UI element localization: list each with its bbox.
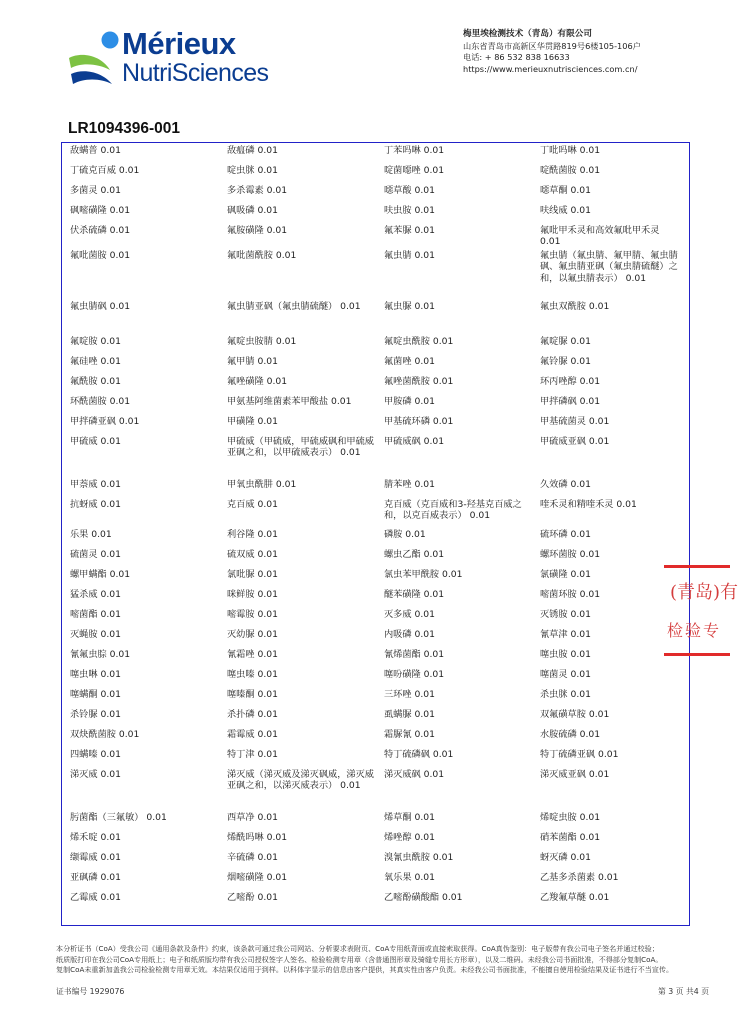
disclaimer-line: 本分析证书（CoA）受我公司《通用条款及条件》约束，该条款可通过我公司网站、分析要求表附页、CoA专用纸背面或直接索取获得。CoA真伪鉴别：电子版带有我公司电子签名并通过校验； [56, 944, 659, 953]
table-cell: 啶酰菌胺 0.01 [540, 165, 601, 176]
table-cell: 甲硫威 0.01 [70, 436, 121, 447]
table-row [70, 589, 686, 609]
table-cell: 甲氧虫酰肼 0.01 [227, 479, 297, 490]
table-cell: 氰烯菌酯 0.01 [384, 649, 445, 660]
logo-brand-line1: Mérieux [122, 26, 236, 61]
table-cell: 杀扑磷 0.01 [227, 709, 278, 720]
table-cell: 溴氰虫酰胺 0.01 [384, 852, 454, 863]
table-cell: 利谷隆 0.01 [227, 529, 278, 540]
table-cell: 噻嗪酮 0.01 [227, 689, 278, 700]
table-cell: 氟吡菌胺 0.01 [70, 250, 131, 261]
table-cell: 螺虫乙酯 0.01 [384, 549, 445, 560]
table-cell: 氟苯脲 0.01 [384, 225, 435, 236]
table-cell: 乙嘧酚 0.01 [227, 892, 278, 903]
company-website[interactable]: https://www.merieuxnutrisciences.com.cn/ [463, 63, 638, 74]
table-cell: 甲胺磷 0.01 [384, 396, 435, 407]
table-cell: 甲磺隆 0.01 [227, 416, 278, 427]
table-cell: 敌瘟磷 0.01 [227, 145, 278, 156]
table-row [70, 749, 686, 769]
table-cell: 烯酰吗啉 0.01 [227, 832, 288, 843]
company-logo [66, 26, 269, 90]
table-row [70, 872, 686, 892]
table-cell: 灭多威 0.01 [384, 609, 435, 620]
table-row [70, 165, 686, 185]
table-cell: 氟虫双酰胺 0.01 [540, 301, 610, 312]
stamp-top-bar [664, 565, 730, 568]
table-cell: 缬霉威 0.01 [70, 852, 121, 863]
table-cell: 涕灭威砜 0.01 [384, 769, 445, 780]
table-cell: 呋线威 0.01 [540, 205, 591, 216]
table-cell: 肟菌酯（三氟敏） 0.01 [70, 812, 167, 823]
table-row [70, 479, 686, 499]
table-cell: 氟铃脲 0.01 [540, 356, 591, 367]
table-cell: 烯唑醇 0.01 [384, 832, 435, 843]
disclaimer-line: 复制CoA未重新加盖我公司检验检测专用章无效。本结果仅适用于到样。以科体字显示的信息由客户提供，其真实性由客户负责。未经我公司书面批准，不能擅自使用检验结果及证书进行不当宣传。 [56, 965, 674, 975]
logo-mark-icon [66, 30, 128, 88]
table-cell: 氟菌唑 0.01 [384, 356, 435, 367]
table-row [70, 356, 686, 376]
table-cell: 甲硫威（甲硫威，甲硫威砜和甲硫威亚砜之和，以甲硫威表示） 0.01 [227, 436, 374, 459]
table-cell: 螺甲螨酯 0.01 [70, 569, 131, 580]
table-cell: 烯禾啶 0.01 [70, 832, 121, 843]
table-cell: 伏杀硫磷 0.01 [70, 225, 131, 236]
table-cell: 氧乐果 0.01 [384, 872, 435, 883]
table-row [70, 529, 686, 549]
table-cell: 蚜灭磷 0.01 [540, 852, 591, 863]
table-cell: 敌螨普 0.01 [70, 145, 121, 156]
table-cell: 氟啶胺 0.01 [70, 336, 121, 347]
table-cell: 噻虫胺 0.01 [540, 649, 591, 660]
table-cell: 丁苯吗啉 0.01 [384, 145, 445, 156]
table-cell: 虱螨脲 0.01 [384, 709, 435, 720]
table-cell: 腈苯唑 0.01 [384, 479, 435, 490]
table-cell: 涕灭威 0.01 [70, 769, 121, 780]
table-cell: 杀铃脲 0.01 [70, 709, 121, 720]
table-cell: 氟虫腈砜 0.01 [70, 301, 131, 312]
table-cell: 咪鲜胺 0.01 [227, 589, 278, 600]
table-cell: 氰草津 0.01 [540, 629, 591, 640]
table-cell: 特丁硫磷亚砜 0.01 [540, 749, 619, 760]
table-cell: 噁草酮 0.01 [540, 185, 591, 196]
table-cell: 氯磺隆 0.01 [540, 569, 591, 580]
table-cell: 氟胺磺隆 0.01 [227, 225, 288, 236]
table-row [70, 396, 686, 416]
table-row [70, 499, 686, 529]
table-cell: 氟唑磺隆 0.01 [227, 376, 288, 387]
table-cell: 环丙唑醇 0.01 [540, 376, 601, 387]
table-cell: 水胺硫磷 0.01 [540, 729, 601, 740]
table-cell: 氟啶虫胺腈 0.01 [227, 336, 297, 347]
company-address: 山东省青岛市高新区华贯路819号6楼105-106户 [463, 40, 641, 51]
table-cell: 氟吡菌酰胺 0.01 [227, 250, 297, 261]
disclaimer-line: 纸质版打印在我公司CoA专用纸上；电子和纸质版均带有我公司授权签字人签名、检验检测专用章（含普通图形章及骑缝专用长方形章），以及二维码。未经我公司书面批准，不得部分复制CoA。 [56, 954, 663, 964]
company-info [463, 29, 641, 75]
table-cell: 氟虫腈亚砜（氟虫腈硫醚） 0.01 [227, 301, 361, 312]
table-cell: 硫环磷 0.01 [540, 529, 591, 540]
table-cell: 双炔酰菌胺 0.01 [70, 729, 140, 740]
table-row [70, 689, 686, 709]
table-cell: 磷胺 0.01 [384, 529, 426, 540]
table-cell: 烟嘧磺隆 0.01 [227, 872, 288, 883]
table-cell: 噻螨酮 0.01 [70, 689, 121, 700]
table-cell: 双氟磺草胺 0.01 [540, 709, 610, 720]
table-cell: 氯虫苯甲酰胺 0.01 [384, 569, 463, 580]
table-cell: 啶菌噁唑 0.01 [384, 165, 445, 176]
table-cell: 特丁津 0.01 [227, 749, 278, 760]
table-cell: 乙羧氟草醚 0.01 [540, 892, 610, 903]
table-cell: 氟甲腈 0.01 [227, 356, 278, 367]
table-cell: 噁草酸 0.01 [384, 185, 435, 196]
table-cell: 嘧菌酯 0.01 [70, 609, 121, 620]
table-cell: 砜嘧磺隆 0.01 [70, 205, 131, 216]
table-cell: 三环唑 0.01 [384, 689, 435, 700]
table-cell: 甲拌磷砜 0.01 [540, 396, 601, 407]
table-cell: 甲拌磷亚砜 0.01 [70, 416, 140, 427]
table-cell: 硫菌灵 0.01 [70, 549, 121, 560]
table-cell: 乐果 0.01 [70, 529, 112, 540]
table-cell: 氟吡甲禾灵和高效氟吡甲禾灵 0.01 [540, 225, 660, 248]
stamp-text-line2: 检验专 [667, 621, 722, 640]
table-row [70, 185, 686, 205]
table-cell: 烯啶虫胺 0.01 [540, 812, 601, 823]
table-cell: 氟虫脲 0.01 [384, 301, 435, 312]
table-cell: 甲萘威 0.01 [70, 479, 121, 490]
table-row [70, 729, 686, 749]
table-cell: 灭蝇胺 0.01 [70, 629, 121, 640]
table-cell: 特丁硫磷砜 0.01 [384, 749, 454, 760]
footer-disclaimer [56, 944, 716, 976]
table-cell: 甲基硫环磷 0.01 [384, 416, 454, 427]
table-cell: 甲氨基阿维菌素苯甲酸盐 0.01 [227, 396, 352, 407]
table-cell: 乙基多杀菌素 0.01 [540, 872, 619, 883]
table-cell: 丁硫克百威 0.01 [70, 165, 140, 176]
stamp-bottom-bar [664, 653, 730, 656]
seal-stamp-fragment [664, 565, 738, 659]
table-cell: 乙嘧酚磺酸酯 0.01 [384, 892, 463, 903]
table-cell: 甲基硫菌灵 0.01 [540, 416, 610, 427]
table-cell: 嘧霉胺 0.01 [227, 609, 278, 620]
table-cell: 杀虫脒 0.01 [540, 689, 591, 700]
table-cell: 氟唑菌酰胺 0.01 [384, 376, 454, 387]
table-cell: 甲硫威亚砜 0.01 [540, 436, 610, 447]
table-cell: 硫双威 0.01 [227, 549, 278, 560]
table-cell: 噻吩磺隆 0.01 [384, 669, 445, 680]
table-cell: 啶虫脒 0.01 [227, 165, 278, 176]
table-cell: 克百威（克百威和3-羟基克百威之和，以克百威表示） 0.01 [384, 499, 522, 522]
results-table [70, 145, 686, 912]
table-cell: 噻虫嗪 0.01 [227, 669, 278, 680]
table-cell: 乙霉威 0.01 [70, 892, 121, 903]
table-row [70, 225, 686, 250]
table-cell: 噻菌灵 0.01 [540, 669, 591, 680]
company-phone: 电话: + 86 532 838 16633 [463, 52, 570, 62]
table-cell: 喹禾灵和精喹禾灵 0.01 [540, 499, 637, 510]
table-row [70, 376, 686, 396]
table-cell: 久效磷 0.01 [540, 479, 591, 490]
logo-brand-line2: NutriSciences [122, 59, 269, 87]
table-cell: 氰氟虫腙 0.01 [70, 649, 131, 660]
stamp-text-line1: (青岛)有 [670, 582, 738, 603]
table-cell: 氟啶脲 0.01 [540, 336, 591, 347]
company-name: 梅里埃检测技术（青岛）有限公司 [463, 29, 592, 39]
table-cell: 抗蚜威 0.01 [70, 499, 121, 510]
table-cell: 甲硫威砜 0.01 [384, 436, 445, 447]
table-cell: 氟啶虫酰胺 0.01 [384, 336, 454, 347]
table-row [70, 436, 686, 479]
table-row [70, 629, 686, 649]
table-row [70, 709, 686, 729]
table-cell: 螺环菌胺 0.01 [540, 549, 601, 560]
table-cell: 灭幼脲 0.01 [227, 629, 278, 640]
table-row [70, 769, 686, 812]
table-row [70, 812, 686, 832]
table-cell: 硝苯菌酯 0.01 [540, 832, 601, 843]
table-row [70, 649, 686, 669]
table-row [70, 569, 686, 589]
table-cell: 嘧菌环胺 0.01 [540, 589, 601, 600]
table-cell: 丁吡吗啉 0.01 [540, 145, 601, 156]
table-cell: 环酰菌胺 0.01 [70, 396, 131, 407]
table-row [70, 205, 686, 225]
table-cell: 砜吸磷 0.01 [227, 205, 278, 216]
table-cell: 灭锈胺 0.01 [540, 609, 591, 620]
table-cell: 氰霜唑 0.01 [227, 649, 278, 660]
table-cell: 亚砜磷 0.01 [70, 872, 121, 883]
table-row [70, 336, 686, 356]
table-cell: 呋虫胺 0.01 [384, 205, 435, 216]
table-cell: 氟虫腈 0.01 [384, 250, 435, 261]
table-cell: 噻虫啉 0.01 [70, 669, 121, 680]
table-cell: 西草净 0.01 [227, 812, 278, 823]
table-cell: 氯吡脲 0.01 [227, 569, 278, 580]
table-cell: 辛硫磷 0.01 [227, 852, 278, 863]
table-row [70, 250, 686, 301]
table-cell: 猛杀威 0.01 [70, 589, 121, 600]
table-row [70, 669, 686, 689]
table-row [70, 301, 686, 336]
table-cell: 内吸磷 0.01 [384, 629, 435, 640]
report-id: LR1094396-001 [68, 120, 181, 137]
table-cell: 多杀霉素 0.01 [227, 185, 288, 196]
table-row [70, 892, 686, 912]
table-row [70, 416, 686, 436]
table-row [70, 832, 686, 852]
certificate-number: 证书编号 1929076 [56, 987, 125, 996]
table-cell: 霜脲氰 0.01 [384, 729, 435, 740]
table-row [70, 852, 686, 872]
table-cell: 涕灭威亚砜 0.01 [540, 769, 610, 780]
table-cell: 霜霉威 0.01 [227, 729, 278, 740]
table-cell: 烯草酮 0.01 [384, 812, 435, 823]
table-cell: 氟硅唑 0.01 [70, 356, 121, 367]
table-cell: 醚苯磺隆 0.01 [384, 589, 445, 600]
table-row [70, 549, 686, 569]
table-row [70, 609, 686, 629]
table-cell: 四螨嗪 0.01 [70, 749, 121, 760]
table-row [70, 145, 686, 165]
table-cell: 氟虫腈（氟虫腈、氟甲腈、氟虫腈砜、氟虫腈亚砜（氟虫腈硫醚）之和，以氟虫腈表示） 0.01 [540, 250, 678, 284]
table-cell: 多菌灵 0.01 [70, 185, 121, 196]
page-number: 第 3 页 共4 页 [658, 987, 710, 996]
table-cell: 克百威 0.01 [227, 499, 278, 510]
table-cell: 涕灭威（涕灭威及涕灭砜威，涕灭威亚砜之和，以涕灭威表示） 0.01 [227, 769, 374, 792]
table-cell: 氟酰胺 0.01 [70, 376, 121, 387]
